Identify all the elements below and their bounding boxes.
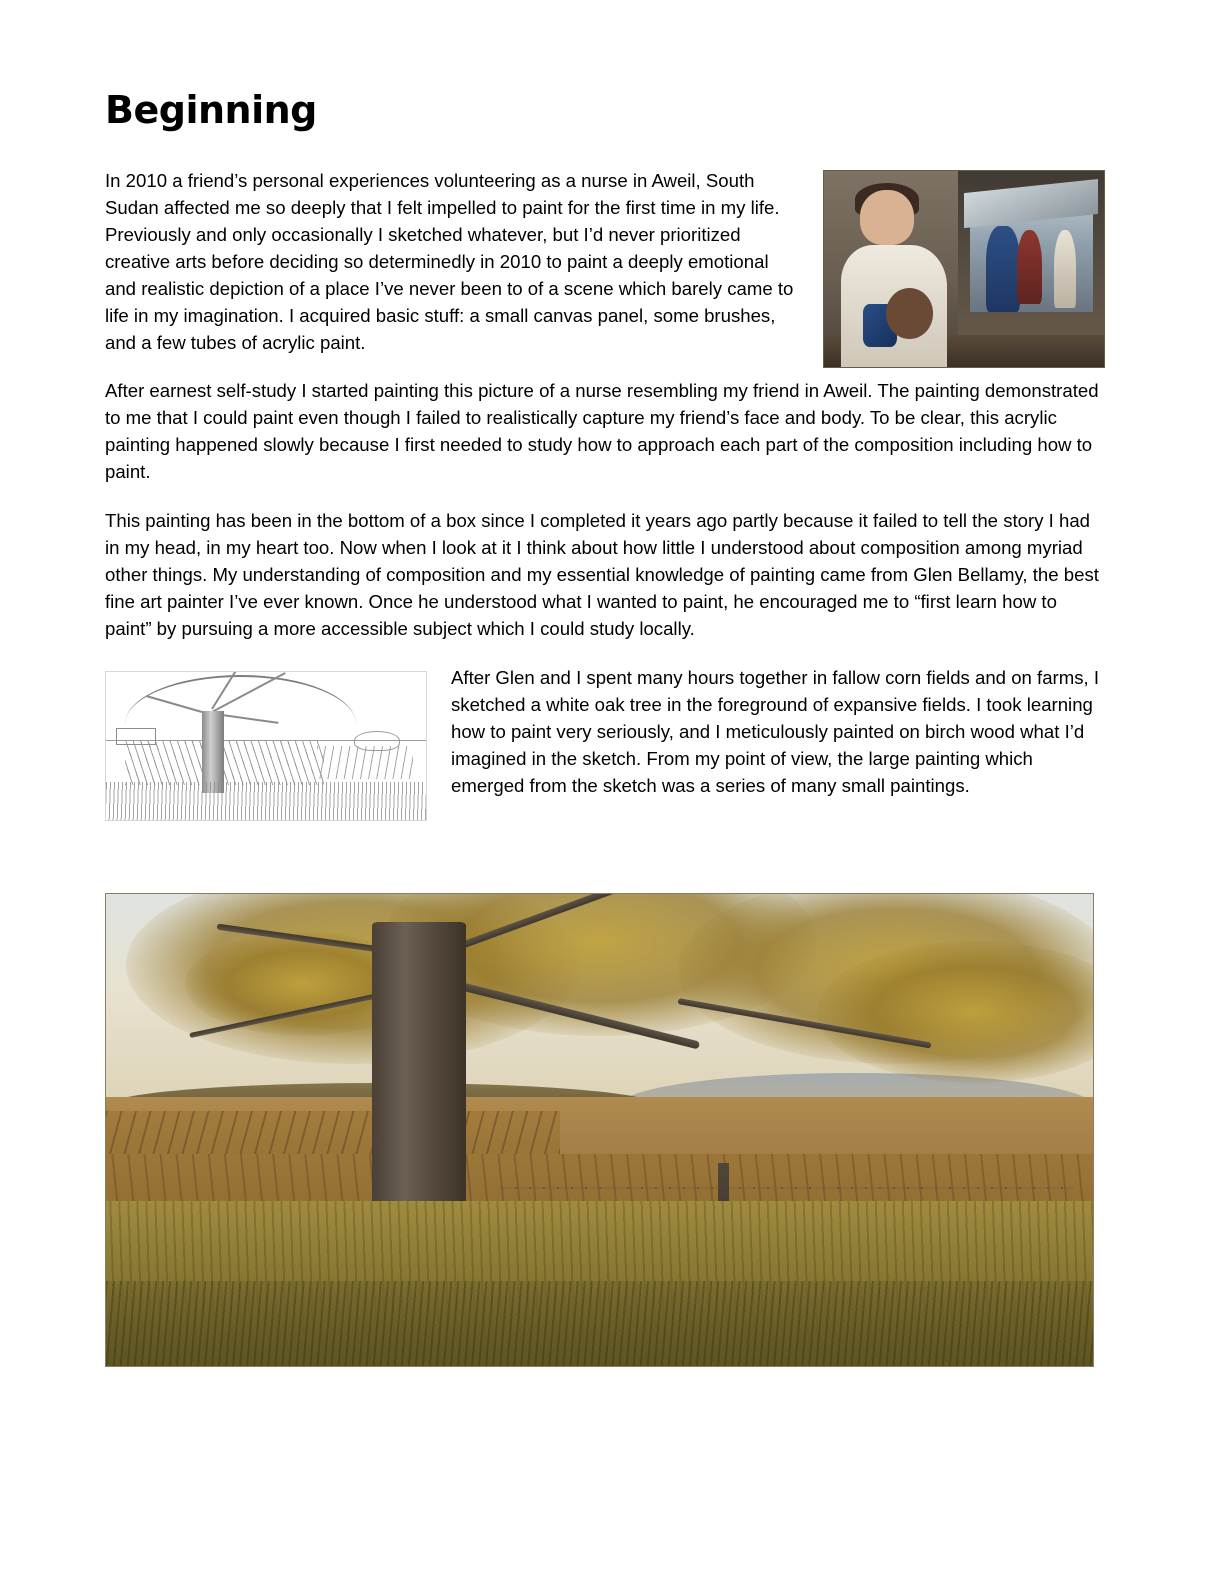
sketch-bush <box>354 731 401 751</box>
oak-fence-line <box>501 1187 1073 1189</box>
painting-figure-red <box>1017 230 1042 304</box>
document-content <box>105 90 1105 833</box>
sketch-canopy <box>125 675 355 736</box>
painting-figure-white <box>1054 230 1076 308</box>
painting-nurse-head <box>860 190 913 245</box>
paragraph-3: This painting has been in the bottom of a box since I completed it years ago partly because it failed to tell the story I had in my head, in my heart too. Now when I look at it I think about how little I understood about composition among myriad other things. My understanding of composition and my essential knowledge of painting came from Glen Bellamy, the best fine art painter I’ve ever known. Once he understood what I wanted to paint, he encouraged me to “first learn how to paint” by pursuing a more accessible subject which I could study locally. <box>105 510 1099 640</box>
paragraph-2: After earnest self-study I started painting this picture of a nurse resembling my friend in Aweil. The painting demonstrated to me that I could paint even though I failed to realistically capture my friend’s face and body. To be clear, this acrylic painting happened slowly because I first needed to study how to approach each part of the composition including how to paint. <box>105 380 1099 483</box>
painting-figure-blue <box>986 226 1020 312</box>
intro-block <box>105 168 1105 379</box>
nurse-painting-image <box>823 170 1105 368</box>
oak-foreground-grass-near <box>106 1281 1093 1366</box>
oak-tree-sketch-image <box>105 671 427 821</box>
oak-tree-painting-image <box>105 893 1094 1367</box>
paragraph-4: After Glen and I spent many hours together in fallow corn fields and on farms, I sketched a white oak tree in the foreground of expansive fields. I took learning how to paint very seriously, and I meticulously painted on birch wood what I’d imagined in the sketch. From my point of view, the large painting which emerged from the sketch was a series of many small paintings. <box>451 667 1100 796</box>
sketch-field-right <box>317 746 413 779</box>
painting-child <box>886 288 934 339</box>
page-title: Beginning <box>105 88 317 132</box>
sketch-foreground-grass <box>106 782 426 820</box>
paragraph-1: In 2010 a friend’s personal experiences volunteering as a nurse in Aweil, South Sudan affected me so deeply that I felt impelled to paint for the first time in my life. Previously and only occasionally I sketched whatever, but I’d never prioritized creative arts before deciding so determinedly in 2010 to paint a deeply emotional and realistic depiction of a place I’ve never been to of a scene which barely came to life in my imagination. I acquired basic stuff: a small canvas panel, some brushes, and a few tubes of acrylic paint. <box>105 169 794 353</box>
sketch-block <box>105 665 1105 833</box>
